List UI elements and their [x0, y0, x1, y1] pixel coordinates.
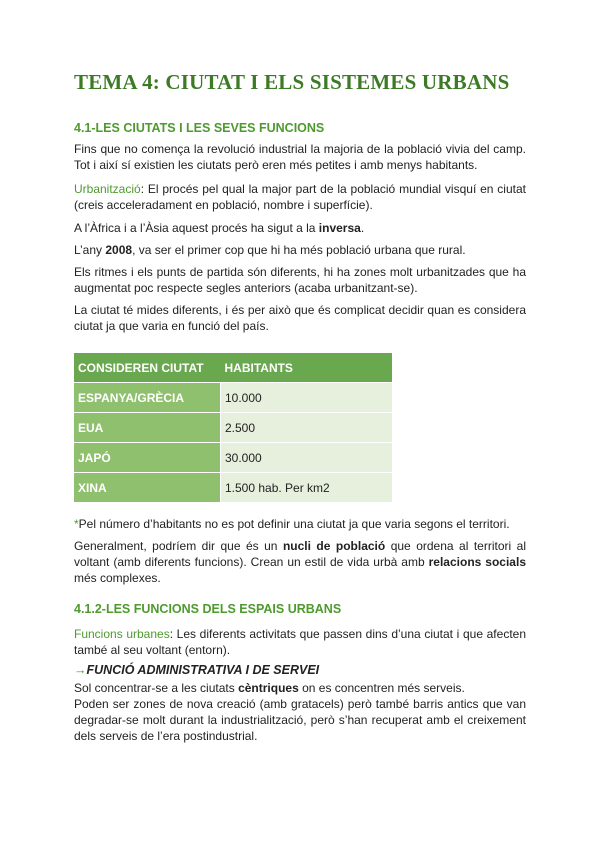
africa-paragraph	[74, 220, 526, 236]
sizes-paragraph: La ciutat té mides diferents, i és per això que és complicat decidir quan es considera ciutat ja que varia en funció del país.	[74, 303, 526, 333]
admin-line-1-text: Sol concentrar-se a les ciutats	[74, 681, 239, 695]
row-population: 1.500 hab. Per km2	[221, 473, 393, 503]
africa-text: A l’Àfrica i a l’Àsia aquest procés ha sigut a la	[74, 221, 319, 235]
general-text: Generalment, podríem dir que és un	[74, 539, 283, 553]
row-population: 10.000	[221, 383, 393, 413]
general-bold-1: nucli de població	[282, 539, 386, 553]
intro-paragraph: Fins que no comença la revolució industrial la majoria de la població vivia del camp. Tot i així sí existien les ciutats però eren més petites i amb menys habitants.	[74, 142, 526, 172]
table-note	[74, 516, 526, 532]
general-text-mid: que ordena al territori al voltant (amb diferents funcions). Crean un estil de vida urbà amb	[74, 539, 526, 569]
row-population: 2.500	[221, 413, 393, 443]
rhythms-paragraph: Els ritmes i els punts de partida són diferents, hi ha zones molt urbanitzades que ha augmentat poc respecte segles anteriors (acaba urbanitzant-se).	[74, 265, 526, 295]
section-heading-1: 4.1-LES CIUTATS I LES SEVES FUNCIONS	[74, 121, 325, 135]
admin-line-2: Poden ser zones de nova creació (amb gratacels) però també barris antics que van degradar-se molt durant la industrialització, però s’han recuperat amb el creixement dels serveis de l’era postindustrial.	[74, 697, 526, 743]
arrow-icon: →	[74, 663, 87, 677]
africa-end: .	[360, 221, 365, 235]
row-country: XINA	[74, 473, 221, 503]
row-country: JAPÓ	[74, 443, 221, 473]
admin-line-1-bold: cèntriques	[238, 681, 299, 695]
year-bold: 2008	[105, 243, 133, 257]
general-paragraph	[74, 538, 526, 586]
urbanization-term: Urbanització	[74, 182, 141, 196]
functions-term: Funcions urbanes	[74, 627, 170, 641]
year-paragraph	[74, 242, 526, 258]
city-threshold-table	[74, 353, 392, 502]
functions-text: : Les diferents activitats que passen dins d’una ciutat i que afecten també al seu voltant (entorn).	[74, 627, 526, 657]
table-row	[74, 383, 392, 413]
table-row	[74, 473, 392, 503]
header-population: HABITANTS	[221, 353, 393, 383]
functions-definition	[74, 626, 526, 658]
urbanization-definition	[74, 181, 526, 213]
note-asterisk: *	[74, 517, 79, 531]
header-country: CONSIDEREN CIUTAT	[74, 353, 221, 383]
admin-subheading-text: FUNCIÓ ADMINISTRATIVA I DE SERVEI	[86, 663, 320, 677]
section-heading-2: 4.1.2-LES FUNCIONS DELS ESPAIS URBANS	[74, 602, 342, 616]
row-country: EUA	[74, 413, 221, 443]
table-row	[74, 413, 392, 443]
africa-bold: inversa	[318, 221, 361, 235]
year-text: L’any	[74, 243, 106, 257]
year-end: , va ser el primer cop que hi ha més població urbana que rural.	[132, 243, 466, 257]
general-text-end: més complexes.	[74, 571, 161, 585]
admin-subheading	[74, 662, 526, 678]
admin-line-1-end: on es concentren més serveis.	[298, 681, 465, 695]
table-row	[74, 443, 392, 473]
admin-line-1	[74, 680, 526, 696]
row-country: ESPANYA/GRÈCIA	[74, 383, 221, 413]
general-bold-2: relacions socials	[428, 555, 526, 569]
urbanization-text: : El procés pel qual la major part de la població mundial visquí en ciutat (creis acceleradament en població, nombre i superfície).	[74, 182, 526, 212]
row-population: 30.000	[221, 443, 393, 473]
note-text: Pel número d’habitants no es pot definir una ciutat ja que varia segons el territori.	[78, 517, 510, 531]
table-header-row	[74, 353, 392, 383]
page-title: TEMA 4: CIUTAT I ELS SISTEMES URBANS	[74, 70, 510, 94]
